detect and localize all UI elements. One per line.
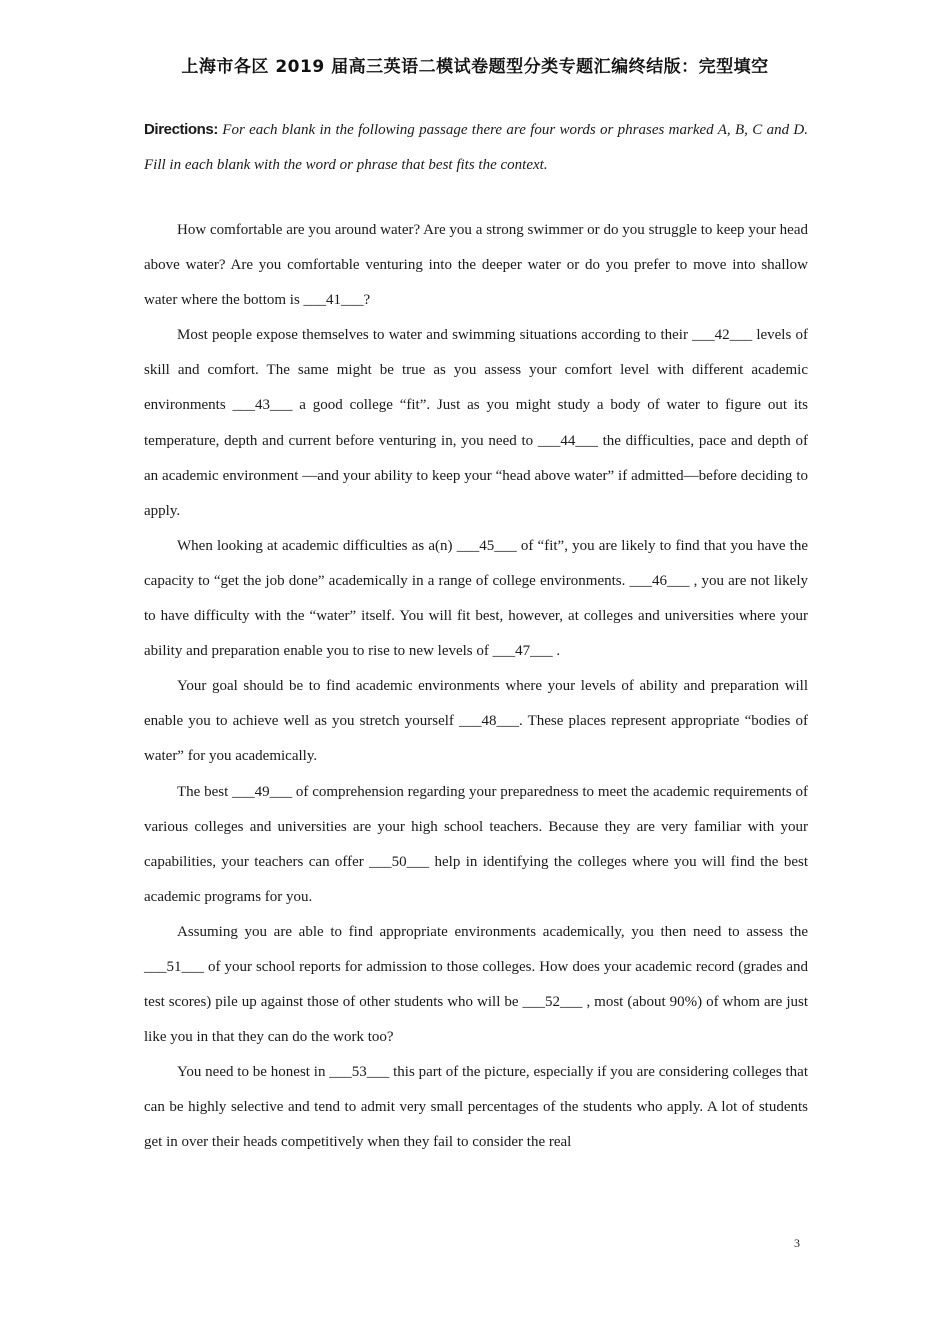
directions-block: [144, 112, 808, 183]
passage-paragraph-5: The best ___49___ of comprehension regarding your preparedness to meet the academic requirements of various colleges and universities are your high school teachers. Because they are very familiar with your capabilities, your teachers can offer ___50___ help in identifying the colleges where you will find the best academic programs for you.: [144, 783, 808, 905]
passage: [144, 213, 808, 1161]
directions-label: Directions:: [144, 121, 218, 138]
passage-paragraph-6: Assuming you are able to find appropriate environments academically, you then need to assess the ___51___ of your school reports for admission to those colleges. How does your academic record (grades and test scores) pile up against those of other students who will be ___52___ , most (about 90%) of whom are just like you in that they can do the work too?: [144, 923, 808, 1046]
page-title: 上海市各区 2019 届高三英语二模试卷题型分类专题汇编终结版：完型填空: [181, 57, 769, 77]
passage-paragraph-7: You need to be honest in ___53___ this part of the picture, especially if you are considering colleges that can be highly selective and tend to admit very small percentages of the students who apply. A lot of students get in over their heads competitively when they fail to consider the real: [144, 1064, 808, 1151]
passage-paragraph-3: When looking at academic difficulties as a(n) ___45___ of “fit”, you are likely to find that you have the capacity to “get the job done” academically in a range of college environments. ___46___ , you are not likely to have difficulty with the “water” itself. You will fit best, however, at colleges and universities where your ability and preparation enable you to rise to new levels of ___47___ .: [144, 537, 808, 660]
page-number: 3: [794, 1236, 800, 1250]
passage-paragraph-2: Most people expose themselves to water and swimming situations according to their ___42___ levels of skill and comfort. The same might be true as you assess your comfort level with different academic environments ___43___ a good college “fit”. Just as you might study a body of water to figure out its temperature, depth and current before venturing in, you need to ___44___ the difficulties, pace and depth of an academic environment —and your ability to keep your “head above water” if admitted—before deciding to apply.: [144, 327, 808, 519]
directions-text: For each blank in the following passage there are four words or phrases marked A, B, C and D. Fill in each blank with the word or phrase that best fits the context.: [144, 122, 809, 173]
passage-paragraph-4: Your goal should be to find academic environments where your levels of ability and preparation will enable you to achieve well as you stretch yourself ___48___. These places represent appropriate “bodies of water” for you academically.: [144, 678, 808, 765]
passage-paragraph-1: How comfortable are you around water? Are you a strong swimmer or do you struggle to keep your head above water? Are you comfortable venturing into the deeper water or do you prefer to move into shallow water where the bottom is ___41___?: [144, 222, 808, 309]
